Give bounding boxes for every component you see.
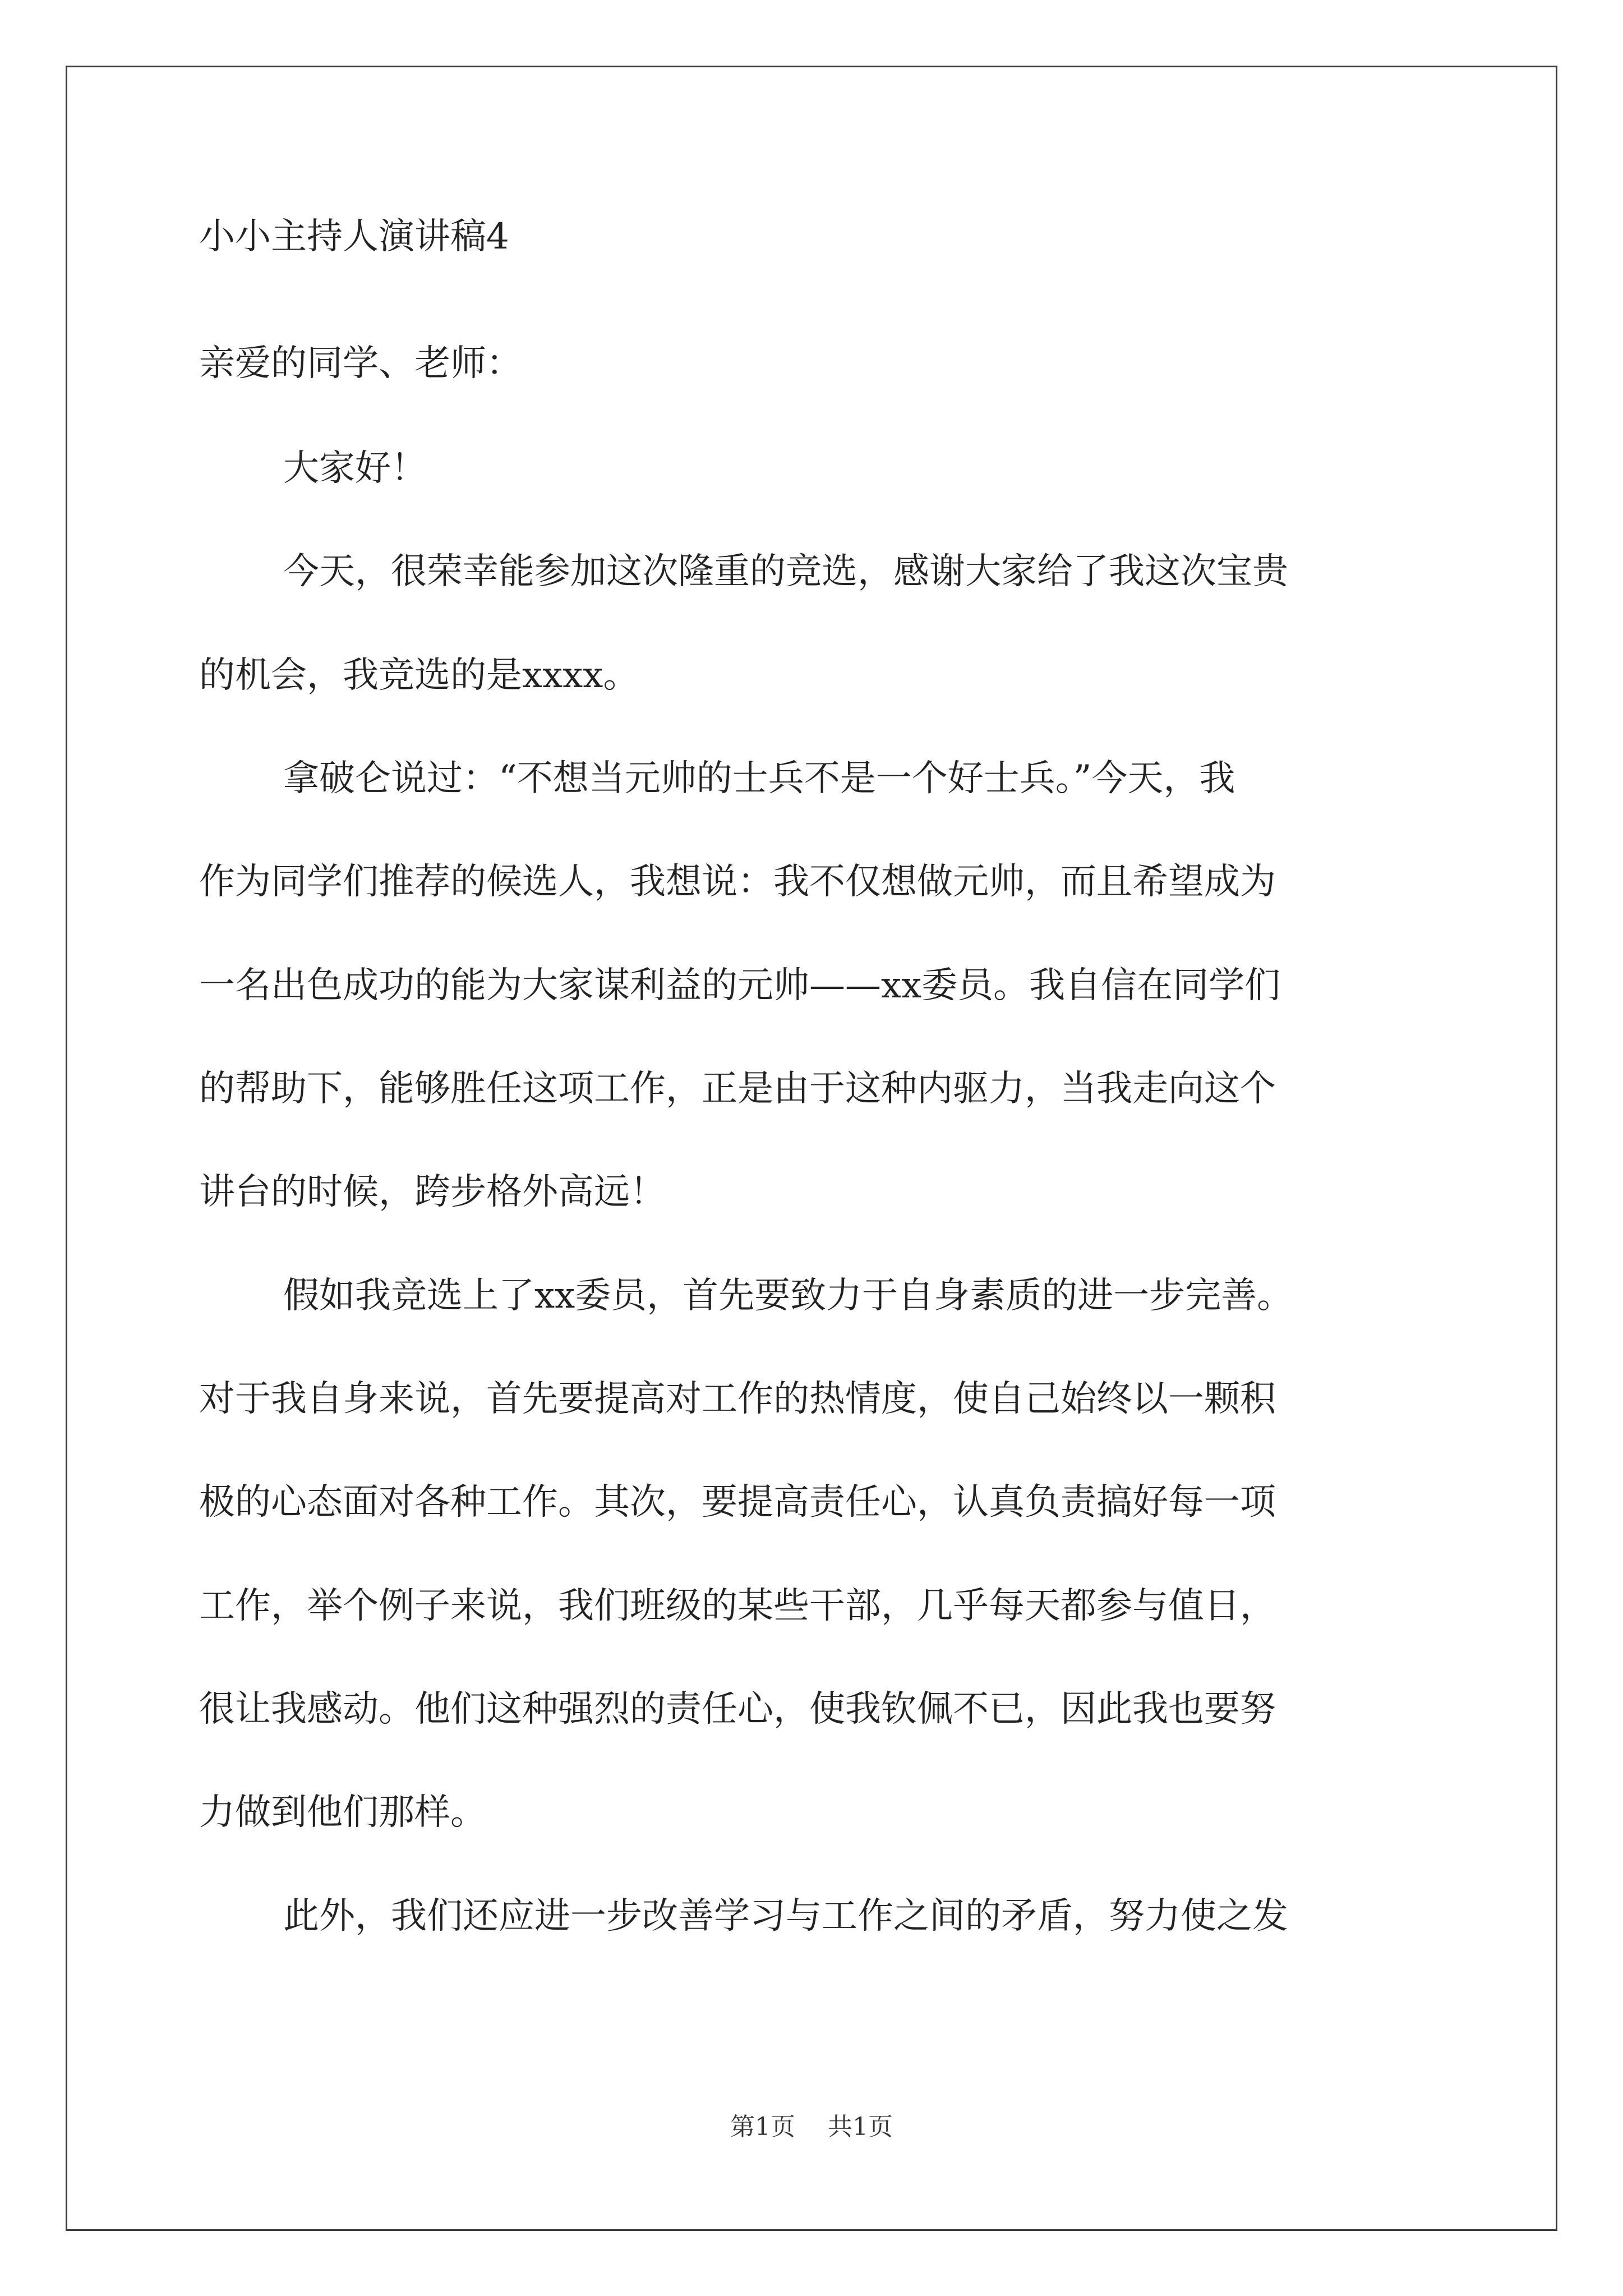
paragraph-line: 对于我自身来说，首先要提高对工作的热情度，使自己始终以一颗积 <box>199 1378 1276 1420</box>
paragraph-line: 工作，举个例子来说，我们班级的某些干部，几乎每天都参与值日， <box>199 1585 1276 1627</box>
paragraph-line: 的机会，我竞选的是xxxx。 <box>199 655 639 696</box>
paragraph-line: 假如我竞选上了xx委员，首先要致力于自身素质的进一步完善。 <box>283 1275 1293 1317</box>
paragraph-line: 今天，很荣幸能参加这次隆重的竞选，感谢大家给了我这次宝贵 <box>283 551 1288 592</box>
paragraph-line: 的帮助下，能够胜任这项工作，正是由于这种内驱力，当我走向这个 <box>199 1068 1276 1110</box>
greeting: 大家好！ <box>283 448 427 489</box>
paragraph-line: 作为同学们推荐的候选人，我想说：我不仅想做元帅，而且希望成为 <box>199 861 1276 903</box>
paragraph-line: 此外，我们还应进一步改善学习与工作之间的矛盾，努力使之发 <box>283 1895 1288 1937</box>
page-count: 共1页 <box>828 2113 893 2141</box>
paragraph-line: 讲台的时候，跨步格外高远！ <box>199 1171 666 1213</box>
paragraph-line: 一名出色成功的能为大家谋利益的元帅——xx委员。我自信在同学们 <box>199 965 1281 1006</box>
paragraph-line: 力做到他们那样。 <box>199 1792 486 1833</box>
paragraph-line: 拿破仑说过：“不想当元帅的士兵不是一个好士兵。”今天，我 <box>283 758 1235 799</box>
salutation: 亲爱的同学、老师： <box>199 343 522 384</box>
paragraph-line: 极的心态面对各种工作。其次，要提高责任心，认真负责搞好每一项 <box>199 1481 1276 1523</box>
page-number: 第1页 <box>730 2113 795 2141</box>
page-footer <box>0 2106 1623 2142</box>
document-title: 小小主持人演讲稿4 <box>199 216 509 257</box>
paragraph-line: 很让我感动。他们这种强烈的责任心，使我钦佩不已，因此我也要努 <box>199 1688 1276 1730</box>
